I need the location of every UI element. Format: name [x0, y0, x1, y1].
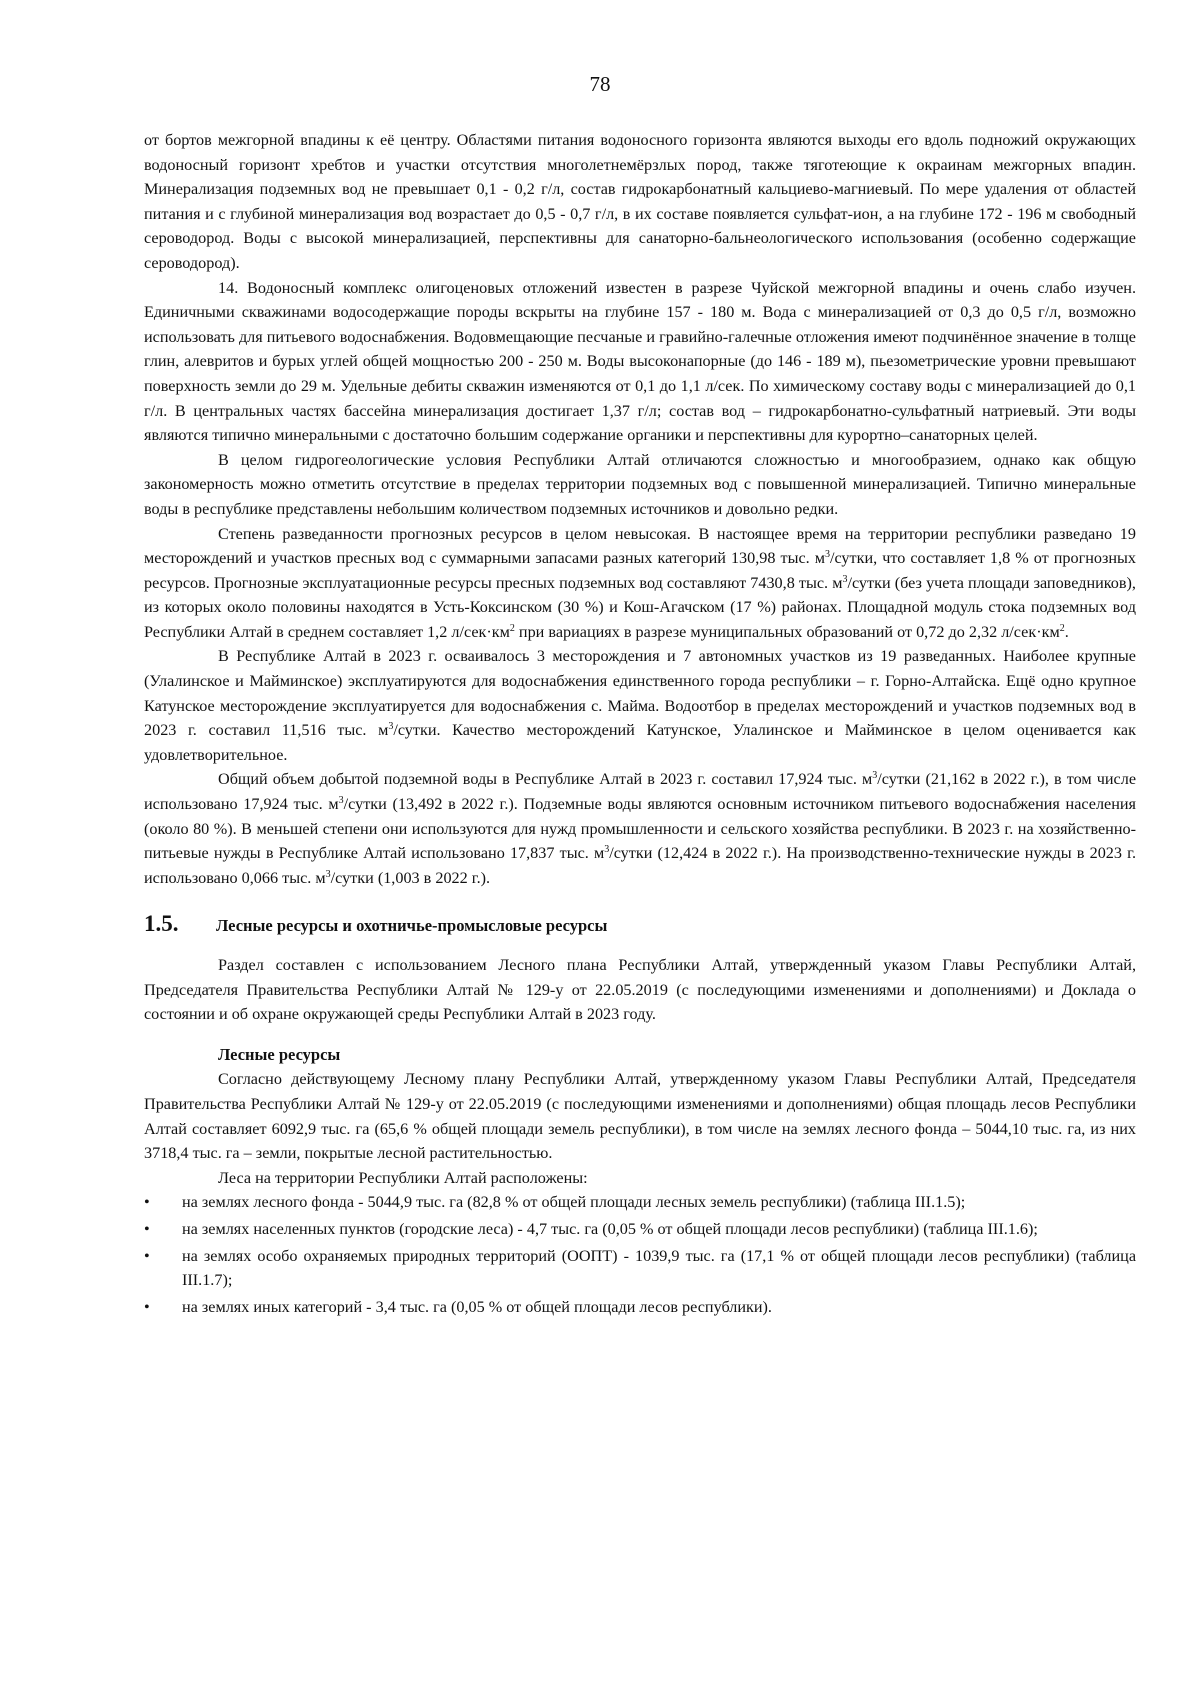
text-run: /сутки (13,492 в 2022 г.). Подземные воды являются основным источником питьевого водоснабжения населения (около 80 %). В меньшей степени они используются для нужд промышленности и сельского хозяйства республики. В 2023 г. на хозяйственно-питьевые нужды в Республике Алтай использовано 17,837 тыс. м: [144, 795, 1136, 863]
list-item: [144, 1244, 1136, 1293]
paragraph-forest-area: Согласно действующему Лесному плану Республики Алтай, утвержденному указом Главы Республики Алтай, Председателя Правительства Республики Алтай № 129-у от 22.05.2019 (с последующими изменениями и дополнениями) общая площадь лесов Республики Алтай составляет 6092,9 тыс. га (65,6 % общей площади земель республики), в том числе на землях лесного фонда – 5044,10 тыс. га, из них 3718,4 тыс. га – земли, покрытые лесной растительностью.: [144, 1070, 1136, 1163]
superscript: 3: [872, 770, 878, 782]
superscript: 3: [325, 868, 331, 880]
text-run: /сутки (1,003 в 2022 г.).: [330, 868, 491, 887]
text-run: /сутки (без учета площади заповедников), из которых около половины находятся в Усть-Коксинском (30 %) и Кош-Агачском (17 %) районах. Площадной модуль стока подземных вод Республики Алтай в среднем составляет 1,2 л/сек·км: [144, 573, 1136, 641]
paragraph-hydrogeology-summary: В целом гидрогеологические условия Республики Алтай отличаются сложностью и многообразием, однако как общую закономерность можно отметить отсутствие в пределах территории подземных вод с повышенной минерализацией. Типично минеральные воды в республике представлены небольшим количеством подземных источников и довольно редки.: [144, 450, 1136, 518]
bullet-icon: •: [144, 1219, 150, 1238]
page-number: 78: [589, 72, 611, 96]
section-title: Лесные ресурсы и охотничье-промысловые ресурсы: [216, 916, 608, 936]
list-item: [144, 1217, 1136, 1242]
list-item: [144, 1190, 1136, 1215]
text-run: /сутки. Качество месторождений Катунское, Улалинское и Майминское в целом оценивается как удовлетворительное.: [144, 721, 1136, 764]
superscript: 2: [1059, 622, 1065, 634]
paragraph-resources-exploration: [144, 522, 1136, 645]
list-item-text: на землях лесного фонда - 5044,9 тыс. га (82,8 % от общей площади лесных земель республики) (таблица III.1.5);: [182, 1193, 966, 1212]
paragraph-section-intro: Раздел составлен с использованием Лесного плана Республики Алтай, утвержденный указом Главы Республики Алтай, Председателя Правительства Республики Алтай № 129-у от 22.05.2019 (с последующими изменениями и дополнениями) и Доклада о состоянии и об охране окружающей среды Республики Алтай в 2023 году.: [144, 956, 1136, 1024]
subsection-heading: Лесные ресурсы: [218, 1044, 341, 1064]
list-item-text: на землях особо охраняемых природных территорий (ООПТ) - 1039,9 тыс. га (17,1 % от общей площади лесов республики) (таблица III.1.7);: [182, 1246, 1136, 1290]
text-run: при вариациях в разрезе муниципальных образований от 0,72 до 2,32 л/сек·км: [514, 622, 1060, 641]
list-item: [144, 1295, 1136, 1320]
bullet-icon: •: [144, 1193, 150, 1212]
text-run: Степень разведанности прогнозных ресурсов в целом невысокая. В настоящее время на территории республики разведано 19 месторождений и участков пресных вод с суммарными запасами разных категорий 130,98 тыс. м: [144, 524, 1136, 568]
section-number: 1.5.: [144, 911, 179, 937]
superscript: 3: [842, 573, 848, 585]
paragraph-groundwater-volume: [144, 767, 1136, 890]
list-item-text: на землях иных категорий - 3,4 тыс. га (0,05 % от общей площади лесов республики).: [182, 1297, 772, 1316]
superscript: 2: [509, 622, 515, 634]
text-run: /сутки (12,424 в 2022 г.). На производственно-технические нужды в 2023 г. использовано 0,066 тыс. м: [144, 844, 1136, 887]
paragraph-aquifer-continued: от бортов межгорной впадины к её центру. Областями питания водоносного горизонта являются выходы его вдоль подножий окружающих водоносный горизонт хребтов и участки отсутствия многолетнемёрзлых пород, также тяготеющие к окраинам межгорных впадин. Минерализация подземных вод не превышает 0,1 - 0,2 г/л, состав гидрокарбонатный кальциево-магниевый. По мере удаления от областей питания и с глубиной минерализация вод возрастает до 0,5 - 0,7 г/л, в их составе появляется сульфат-ион, а на глубине 172 - 196 м свободный сероводород. Воды с высокой минерализацией, перспективны для санаторно-бальнеологического использования (особенно содержащие сероводород).: [144, 131, 1136, 272]
paragraph-forest-location: Леса на территории Республики Алтай расположены:: [218, 1168, 588, 1187]
text-run: Общий объем добытой подземной воды в Республике Алтай в 2023 г. составил 17,924 тыс. м: [218, 770, 873, 789]
bullet-icon: •: [144, 1297, 150, 1316]
text-run: .: [1064, 622, 1069, 641]
superscript: 3: [824, 549, 830, 561]
superscript: 3: [338, 795, 344, 807]
list-item-text: на землях населенных пунктов (городские леса) - 4,7 тыс. га (0,05 % от общей площади лесов республики) (таблица III.1.6);: [182, 1219, 1038, 1238]
document-body: [144, 128, 1136, 1321]
paragraph-deposits-2023: [144, 644, 1136, 767]
superscript: 3: [604, 844, 610, 856]
text-run: /сутки, что составляет 1,8 % от прогнозных ресурсов. Прогнозные эксплуатационные ресурсы пресных подземных вод составляют 7430,8 тыс. м: [144, 549, 1136, 592]
forest-categories-list: [144, 1190, 1136, 1319]
paragraph-oligocene-complex: 14. Водоносный комплекс олигоценовых отложений известен в разрезе Чуйской межгорной впадины и очень слабо изучен. Единичными скважинами водосодержащие породы вскрыты на глубине 157 - 180 м. Вода с минерализацией от 0,3 до 0,5 г/л, возможно использовать для питьевого водоснабжения. Водовмещающие песчаные и гравийно-галечные отложения имеют подчинённое значение в толще глин, алевритов и бурых углей общей мощностью 200 - 250 м. Воды высоконапорные (до 146 - 189 м), пьезометрические уровни превышают поверхность земли до 29 м. Удельные дебиты скважин изменяются от 0,1 до 1,1 л/сек. По химическому составу воды с минерализацией до 0,1 г/л. В центральных частях бассейна минерализация достигает 1,37 г/л; состав вод – гидрокарбонатно-сульфатный натриевый. Эти воды являются типично минеральными с достаточно большим содержание органики и перспективны для курортно–санаторных целей.: [144, 278, 1136, 445]
superscript: 3: [388, 721, 394, 733]
text-run: /сутки (21,162 в 2022 г.), в том числе использовано 17,924 тыс. м: [144, 770, 1137, 814]
text-run: В Республике Алтай в 2023 г. осваивалось 3 месторождения и 7 автономных участков из 19 разведанных. Наиболее крупные (Улалинское и Майминское) эксплуатируются для водоснабжения единственного города республики – г. Горно-Алтайска. Ещё одно крупное Катунское месторождение эксплуатируется для водоснабжения с. Майма. Водоотбор в пределах месторождений и участков подземных вод в 2023 г. составил 11,516 тыс. м: [144, 647, 1136, 740]
bullet-icon: •: [144, 1246, 150, 1265]
section-heading: [144, 912, 1136, 939]
